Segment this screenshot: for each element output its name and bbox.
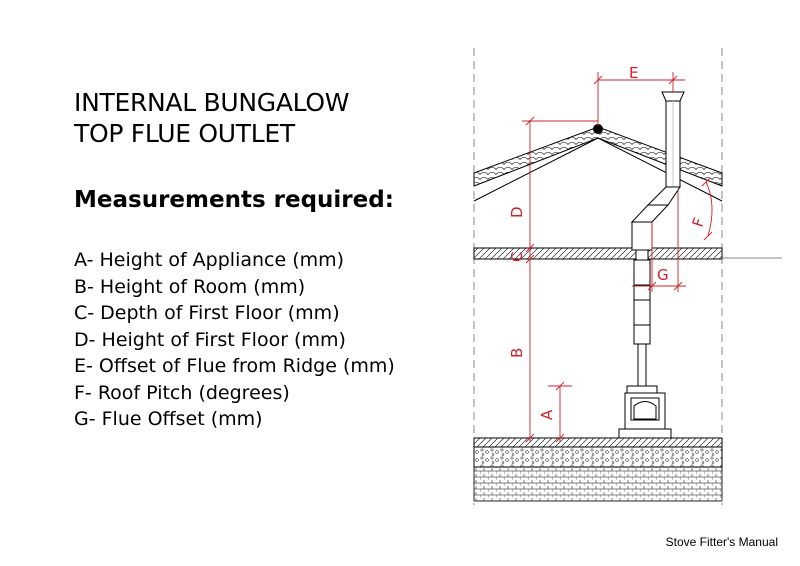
ground-floor [474,438,722,501]
dimension-label-f: F [688,215,709,230]
title-line-2: TOP FLUE OUTLET [74,119,295,148]
measurement-item-e: E- Offset of Flue from Ridge (mm) [74,355,395,377]
dimension-label-g: G [657,266,669,284]
measurement-item-g: G- Flue Offset (mm) [74,408,263,430]
measurements-heading: Measurements required: [74,187,394,213]
dimension-label-b: B [508,347,526,358]
measurement-item-f: F- Roof Pitch (degrees) [74,381,290,404]
dimension-label-d: D [508,206,526,218]
measurement-item-c: C- Depth of First Floor (mm) [74,302,340,324]
dimension-label-c: C [508,251,526,262]
footer-credit: Stove Fitter's Manual [665,535,778,549]
roof [474,124,722,201]
flue-pipe [632,92,684,386]
measurement-item-d: D- Height of First Floor (mm) [74,328,346,351]
dimension-label-a: A [538,409,556,420]
measurement-item-b: B- Height of Room (mm) [74,275,306,298]
title-line-1: INTERNAL BUNGALOW [74,88,350,117]
stove [619,386,671,438]
measurement-item-a: A- Height of Appliance (mm) [74,249,345,271]
dimension-label-e: E [629,64,639,82]
